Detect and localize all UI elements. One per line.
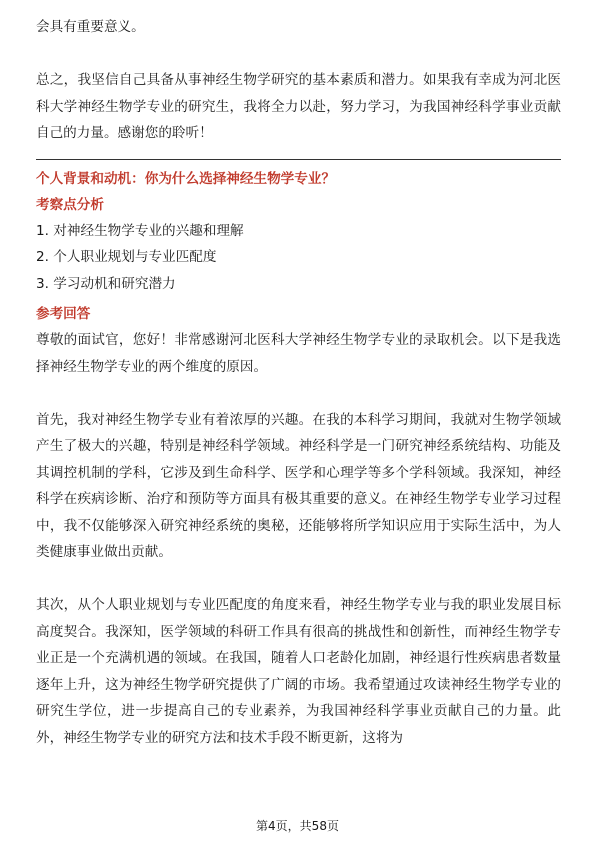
paragraph-gap [36, 41, 561, 68]
document-page [36, 14, 561, 751]
page-footer: 第4页，共58页 [256, 819, 339, 833]
analysis-point-2: 2. 个人职业规划与专业匹配度 [36, 249, 217, 265]
question-title: 个人背景和动机：你为什么选择神经生物学专业？ [36, 170, 336, 187]
answer-paragraph-3: 其次，从个人职业规划与专业匹配度的角度来看，神经生物学专业与我的职业发展目标高度契合。我深知，医学领域的科研工作具有很高的挑战性和创新性，而神经生物学专业正是一个充满机遇的领域。在我国，随着人口老龄化加剧，神经退行性疾病患者数量逐年上升，这为神经生物学研究提供了广阔的市场。我希望通过攻读神经生物学专业的研究生学位，进一步提高自己的专业素养，为我国神经科学事业贡献自己的力量。此外，神经生物学专业的研究方法和技术手段不断更新，这将为 [36, 597, 561, 746]
analysis-label: 考察点分析 [36, 196, 104, 213]
answer-paragraph-1: 尊敬的面试官，您好！非常感谢河北医科大学神经生物学专业的录取机会。以下是我选择神经生物学专业的两个维度的原因。 [36, 332, 561, 375]
paragraph-gap [36, 380, 561, 407]
answer-label: 参考回答 [36, 306, 91, 322]
answer-paragraph-2: 首先，我对神经生物学专业有着浓厚的兴趣。在我的本科学习期间，我就对生物学领域产生了极大的兴趣，特别是神经科学领域。神经科学是一门研究神经系统结构、功能及其调控机制的学科，它涉及到生命科学、医学和心理学等多个学科领域。我深知，神经科学在疾病诊断、治疗和预防等方面具有极其重要的意义。在神经生物学专业学习过程中，我不仅能够深入研究神经系统的奥秘，还能够将所学知识应用于实际生活中，为人类健康事业做出贡献。 [36, 411, 561, 560]
intro-paragraph-2: 总之，我坚信自己具备从事神经生物学研究的基本素质和潜力。如果我有幸成为河北医科大学神经生物学专业的研究生，我将全力以赴，努力学习，为我国神经科学事业贡献自己的力量。感谢您的聆听！ [36, 72, 561, 141]
intro-paragraph-1: 会具有重要意义。 [36, 19, 145, 35]
section-divider [36, 159, 561, 160]
analysis-point-1: 1. 对神经生物学专业的兴趣和理解 [36, 222, 244, 239]
analysis-point-3: 3. 学习动机和研究潜力 [36, 275, 176, 292]
paragraph-gap [36, 566, 561, 593]
